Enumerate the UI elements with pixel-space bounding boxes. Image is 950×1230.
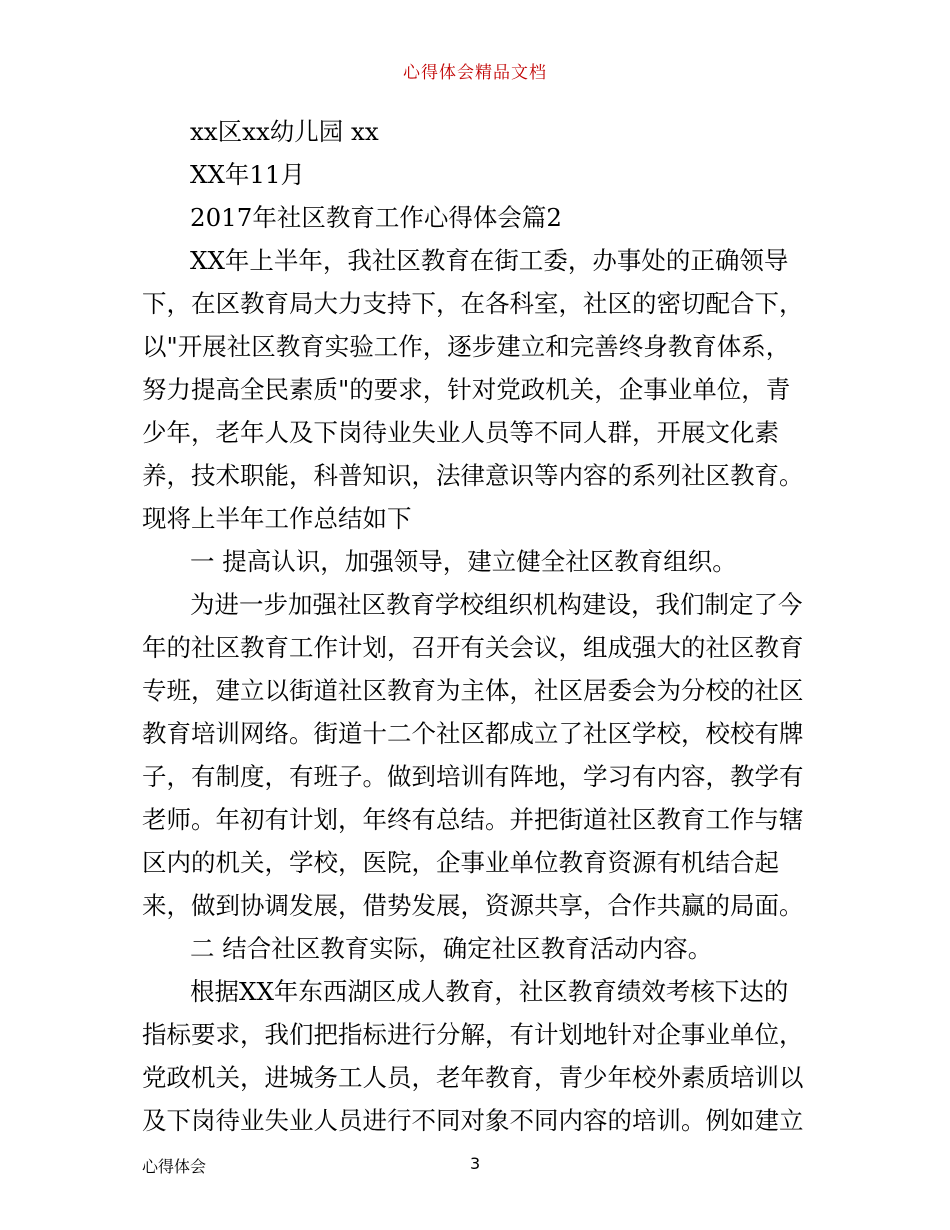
paragraph-line: 指标要求，我们把指标进行分解，有计划地针对企事业单位， <box>142 1020 804 1049</box>
paragraph-line: 来，做到协调发展，借势发展，资源共享，合作共赢的局面。 <box>142 891 804 920</box>
section-title: 2017年社区教育工作心得体会篇2 <box>190 203 562 232</box>
paragraph-line: 以"开展社区教育实验工作，逐步建立和完善终身教育体系， <box>142 332 791 361</box>
document-header-title: 心得体会精品文档 <box>403 63 547 83</box>
footer-label: 心得体会 <box>142 1157 207 1176</box>
paragraph-line: 年的社区教育工作计划，召开有关会议，组成强大的社区教育 <box>142 633 804 662</box>
paragraph-line: 根据XX年东西湖区成人教育，社区教育绩效考核下达的 <box>190 977 789 1006</box>
paragraph-line: 现将上半年工作总结如下 <box>142 504 412 533</box>
paragraph-line: 养，技术职能，科普知识，法律意识等内容的系列社区教育。 <box>142 461 804 490</box>
paragraph-line: 教育培训网络。街道十二个社区都成立了社区学校，校校有牌 <box>142 719 804 748</box>
paragraph-line: 努力提高全民素质"的要求，针对党政机关，企事业单位，青 <box>142 375 791 404</box>
paragraph-line: 老师。年初有计划，年终有总结。并把街道社区教育工作与辖 <box>142 805 804 834</box>
paragraph-line: 子，有制度，有班子。做到培训有阵地，学习有内容，教学有 <box>142 762 804 791</box>
text-line-date: XX年11月 <box>190 160 306 189</box>
paragraph-line: 专班，建立以街道社区教育为主体，社区居委会为分校的社区 <box>142 676 804 705</box>
paragraph-line: XX年上半年，我社区教育在街工委，办事处的正确领导 <box>190 246 789 275</box>
text-line-author: xx区xx幼儿园 xx <box>190 117 379 146</box>
paragraph-line: 及下岗待业失业人员进行不同对象不同内容的培训。例如建立 <box>142 1106 804 1135</box>
document-body <box>142 110 814 1142</box>
paragraph-line: 党政机关，进城务工人员，老年教育，青少年校外素质培训以 <box>142 1063 804 1092</box>
page-number: 3 <box>470 1154 481 1173</box>
subheading-one: 一 提高认识，加强领导，建立健全社区教育组织。 <box>190 547 737 576</box>
paragraph-line: 下，在区教育局大力支持下，在各科室，社区的密切配合下， <box>142 289 804 318</box>
subheading-two: 二 结合社区教育实际，确定社区教育活动内容。 <box>190 934 713 963</box>
paragraph-line: 区内的机关，学校，医院，企事业单位教育资源有机结合起 <box>142 848 779 877</box>
paragraph-line: 为进一步加强社区教育学校组织机构建设，我们制定了今 <box>190 590 803 619</box>
paragraph-line: 少年，老年人及下岗待业失业人员等不同人群，开展文化素 <box>142 418 779 447</box>
